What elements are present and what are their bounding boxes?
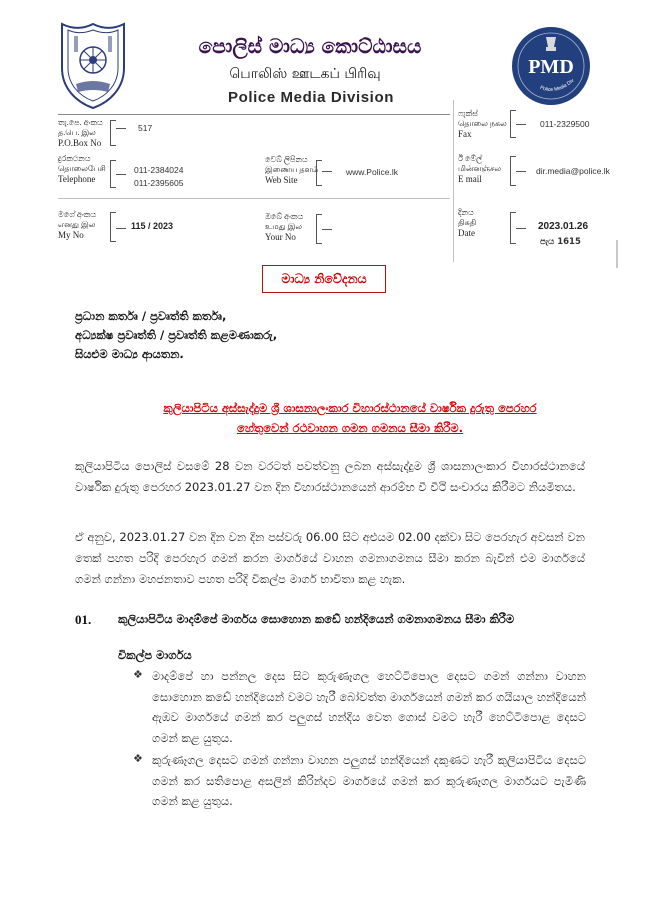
website-bracket xyxy=(314,160,317,186)
telephone-value-1: 011-2384024 xyxy=(134,165,184,175)
addressee-1: ප්‍රධාන කර්තෘ / ප්‍රවෘත්ති කර්තෘ, xyxy=(75,309,227,323)
subject-line-2: හේතුවෙන් රථවාහන ගමන ගමනය සීමා කිරීම. xyxy=(236,421,463,435)
date-dash xyxy=(516,228,526,229)
police-emblem-logo xyxy=(58,22,128,110)
email-bracket xyxy=(508,156,511,186)
section-number: 01. xyxy=(75,612,92,627)
section-title: කුලියාපිටිය මාදම්පේ මාර්ගය සොහොන කඩේ හන්දියෙන් ගමනාගමනය සීමා කිරීම xyxy=(118,612,515,626)
pobox-label: තැ.පෙ. අංකය த.பெ. இல P.O.Box No xyxy=(58,118,103,148)
myno-value: 115 / 2023 xyxy=(131,221,174,231)
paragraph-2: ඒ අනුව, 2023.01.27 වන දින වන දින පස්වරු 06.00 සිට අළුයම 02.00 දක්වා සිට පෙරහැර අවසන් වන තෙක් පහත පරිදි පෙරහැර ගමන් කරන මාර්ගයේ වාහන ගමනාගමනය සීමා කරන බැවින් එම මාර්ගයේ ගමන් ගන්නා මහජනතාව පහත පරිදි විකල්ප මාර්ග භාවිතා කළ හැක. xyxy=(75,530,585,586)
corner-decoration xyxy=(616,240,644,268)
pobox-dash xyxy=(116,128,126,129)
grid-divider-vertical xyxy=(453,100,454,262)
website-value[interactable]: www.Police.lk xyxy=(346,167,398,177)
bullet-icon: ❖ xyxy=(133,668,143,681)
media-release-heading: මාධ්‍ය නිවේදනය xyxy=(262,265,386,293)
telephone-dash xyxy=(116,174,126,175)
bullet-icon: ❖ xyxy=(133,752,143,765)
grid-divider-horizontal xyxy=(58,198,450,199)
email-dash xyxy=(516,171,526,172)
myno-label: මගේ අංකය எனது இல My No xyxy=(58,210,97,240)
pobox-bracket xyxy=(108,120,111,146)
date-bracket xyxy=(508,212,511,244)
email-value[interactable]: dir.media@police.lk xyxy=(536,166,610,176)
pmd-logo-ring-text: Police Media Div xyxy=(539,77,576,94)
pmd-logo xyxy=(510,25,592,107)
paragraph-1: කුලියාපිටිය පොලිස් වසමේ 28 වන වරටත් පවත්වනු ලබන අස්සැද්දුම ශ්‍රී ශාසනාලංකාර විහාරස්ථානයේ වාර්ෂික දුරුතු පෙරහර 2023.01.27 වන දින විහාරස්ථානයෙන් ආරම්භ වී වීථි සංචාරය කිරීමට නියමිතය. xyxy=(75,459,585,494)
myno-dash xyxy=(116,228,126,229)
time-value: පැය 1615 xyxy=(540,237,581,247)
myno-bracket xyxy=(108,212,111,242)
telephone-value-2: 011-2395605 xyxy=(134,178,184,188)
bullet-item-2: කුරුණෑගල දෙසට ගමන් ගන්නා වාහන පලුගස් හන්දියෙන් දකුණට හැරී කුලියාපිටිය දෙසට ගමන් කර සතිපොළ අසලින් කිරින්දව මාර්ගයේ ගමන් කර කුරුණෑගල මාර්ගයට පැමිණි ගමන් කළ යුතුය. xyxy=(152,753,586,808)
telephone-label: දුරකථනය தொலைபேசி Telephone xyxy=(58,154,106,184)
addressee-2: අධ්‍යක්ෂ ප්‍රවෘත්ති / ප්‍රවෘත්ති කළමණාකරු, xyxy=(75,328,278,342)
fax-dash xyxy=(516,124,526,125)
telephone-values xyxy=(134,164,183,190)
pmd-logo-text: PMD xyxy=(528,56,574,78)
pobox-value: 517 xyxy=(138,123,153,133)
bullet-item-1: මාදම්පේ හා පන්නල දෙස සිට කුරුණෑගල හෙට්ටිපොල දෙසට ගමන් ගන්නා වාහන සොහොන කඩේ හන්දියෙන් වමට හැරී බෝවත්ත මාර්ගයෙන් ගමන් කර ගයියාල හන්දියෙන් ඇඹව මාර්ගයේ ගමන් කර පලුගස් හන්දිය වෙත ගොස් වමට හැරී හෙට්ටිපොළ දෙසට ගමන් කළ යුතුය. xyxy=(152,669,586,745)
fax-value: 011-2329500 xyxy=(540,119,590,129)
date-label: දිනය திகதி Date xyxy=(458,208,477,238)
date-value: 2023.01.26 xyxy=(538,221,589,232)
website-dash xyxy=(322,171,332,172)
fax-label: ෆැක්ස් தொலை நகல Fax xyxy=(458,109,507,139)
alternative-route-heading: විකල්ප මාර්ගය xyxy=(118,648,192,662)
addressee-3: සියළුම මාධ්‍ය ආයතන. xyxy=(75,347,184,361)
title-english: Police Media Division xyxy=(228,89,394,106)
subject-line-1: කුලියාපිටිය අස්සැද්දුම ශ්‍රී ශාසනාලංකාර විහාරස්ථානයේ වාර්ෂික දුරුතු පෙරහර xyxy=(163,401,537,415)
fax-bracket xyxy=(508,110,511,138)
website-label: වෙබ් ලිපිනය இணைய தளம் Web Site xyxy=(265,155,319,185)
header-divider xyxy=(58,114,450,115)
yourno-bracket xyxy=(314,214,317,244)
yourno-label: ඔබේ අංකය உமது இல Your No xyxy=(265,212,304,242)
yourno-dash xyxy=(322,229,332,230)
telephone-bracket xyxy=(108,160,111,188)
email-label: ඊ මේල් மின்னஞ்சல E mail xyxy=(458,154,502,184)
title-sinhala: පොලිස් මාධ්‍ය කොට්ඨාසය xyxy=(198,34,422,58)
title-tamil: பொலிஸ் ஊடகப் பிரிவு xyxy=(229,66,381,82)
